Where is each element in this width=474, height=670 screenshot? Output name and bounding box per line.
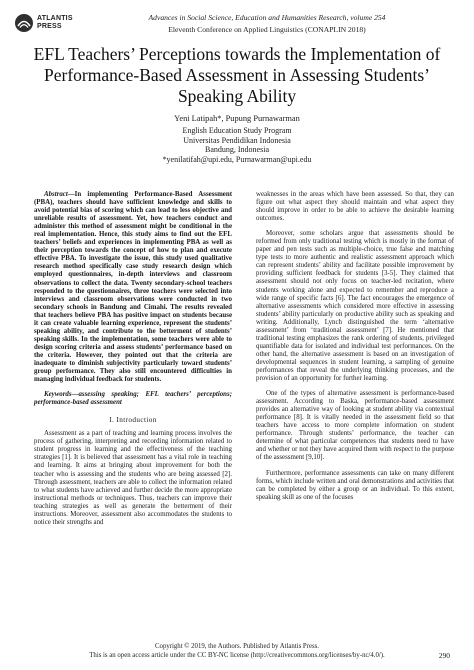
page-number: 290: [438, 651, 450, 660]
body-paragraph: weaknesses in the areas which have been assessed. So that, they can figure out what aspect they should maintain and what aspect they should improve in order to be able to achieve the desirable learning outcomes.: [256, 191, 454, 223]
body-paragraph: Moreover, some scholars argue that assessments should be reformed from only traditional testing which is mostly in the format of paper and pen tests such as multiple-choice, true false and matching type tests to more authentic and realistic assessment approach which can represent students’ ability and facilitate possible improvement by providing sufficient feedback for students [3-5]. They claimed that assessment should not only focus on teacher-led recitation, where students working alone and expected to remember and reproduce a wide range of specific facts [6]. The fact encourages the emergence of alternative assessments which considered more effective in assessing students’ ability particularly on productive ability such as speaking and writing. Additionally, Lynch distinguished the term ‘alternative assessment’ from ‘traditional assessment’ [7]. He mentioned that traditional testing emphasizes the rank ordering of students, privileged quantifiable data for isolated and individual test performances. On the other hand, the alternative assessment is based on an investigation of developmental sequences in student learning, a sampling of genuine performances that reveal the underlying thinking processes, and the provision of an opportunity for further learning.: [256, 230, 454, 383]
author-emails: *yenilatifah@upi.edu, Purnawarman@upi.edu: [162, 154, 312, 164]
publisher-logo: [14, 11, 72, 35]
atlantis-press-logo-icon: [14, 13, 34, 33]
copyright-notice: Copyright © 2019, the Authors. Published by Atlantis Press.: [155, 643, 319, 650]
affiliation-line: English Education Study Program: [182, 126, 292, 135]
conference-name: Eleventh Conference on Applied Linguistics (CONAPLIN 2018): [168, 25, 366, 34]
author-list: Yeni Latipah*, Pupung Purnawarman: [174, 114, 300, 123]
body-paragraph: Furthermore, performance assessments can take on many different forms, which include written and oral demonstrations and activities that can be completed by either a group or an individual. To this extent, speaking skill as one of the focuses: [256, 469, 454, 501]
affiliation-line: Universitas Pendidikan Indonesia: [183, 135, 291, 145]
affiliation-line: Bandung, Indonesia: [205, 145, 269, 155]
logo-line-2: PRESS: [37, 23, 62, 30]
keywords-text: —assessing speaking; EFL teachers’ perceptions; performance-based assessment: [34, 391, 232, 407]
logo-line-1: ATLANTIS: [37, 15, 73, 22]
abstract-label: Abstract: [44, 191, 68, 198]
abstract-text: —In implementing Performance-Based Assessment (PBA), teachers should have sufficient knowledge and skills to avoid potential bias of scoring which can lead to less objective and unreliable results of assessment. Yet, how teachers conduct and administer this method of assessment might be conditional in the real implementation. Hence, this study aims to find out the EFL teachers’ beliefs and experiences in implementing PBA as well as their perception towards the concept of how to plan and execute effective PBA. To investigate the issue, this study used qualitative research method specifically case study research design which employed questionnaires, in-depth interviews and classroom observations to collect the data. Twenty secondary-school teachers responded to the questionnaires, three teachers were selected into interviews and classroom observations were conducted in two secondary schools in Bandung and Cimahi. The results revealed that teachers believe PBA has positive impact on students because it can create valuable learning experience, represent the students’ speaking ability, and contribute to the betterment of students’ speaking skills. In the implementation, some teachers were able to design scoring criteria and assess students’ performance based on the criteria. However, they pointed out that the criteria are inadequate to diminish subjectivity particularly toward students’ group performance. They also still encountered difficulties in managing individual feedback for students.: [34, 191, 232, 384]
right-column: [256, 191, 454, 509]
journal-name: Advances in Social Science, Education and Humanities Research, volume 254: [148, 13, 386, 22]
keywords: [34, 391, 232, 407]
license-notice: This is an open access article under the CC BY-NC license (http://creativecommons.org/licenses/by-nc/4.0/).: [89, 652, 385, 659]
keywords-label: Keywords: [44, 391, 72, 399]
affiliation-block: [20, 126, 454, 164]
left-column: [34, 191, 232, 534]
section-heading-introduction: I. Introduction: [109, 416, 157, 425]
paper-title: EFL Teachers’ Perceptions towards the Implementation of Performance-Based Assessment in Assessing Students’ Speaking Ability: [33, 44, 441, 106]
body-paragraph: One of the types of alternative assessment is performance-based assessment. According to Baska, performance-based assessment provides an alternative way of looking at student ability via contextual performance [8]. It is vitally needed in the assessment field so that teachers have access to more complete information on student performance. Through students’ performance, the teacher can determine of what particular competences that students need to have and whether or not they have acquired them with respect to the purpose of the assessment [9,10].: [256, 390, 454, 462]
body-paragraph: Assessment as a part of teaching and learning process involves the process of gathering, interpreting and recording information related to student progress in learning and the effectiveness of the teaching strategies [1]. It is believed that assessment has a vital role in teaching and learning. It aims at bringing about improvement for both the teacher who is assessing and the students who are being assessed [2]. Through assessment, teachers are able to collect the information related to what students have achieved and further decide the more appropriate instructional methods or techniques. Thus, teachers can improve their teaching strategies as well as generate the betterment of their instructions. Moreover, assessment also accommodates the students to notice their strengths and: [34, 430, 232, 526]
abstract: [34, 191, 232, 384]
